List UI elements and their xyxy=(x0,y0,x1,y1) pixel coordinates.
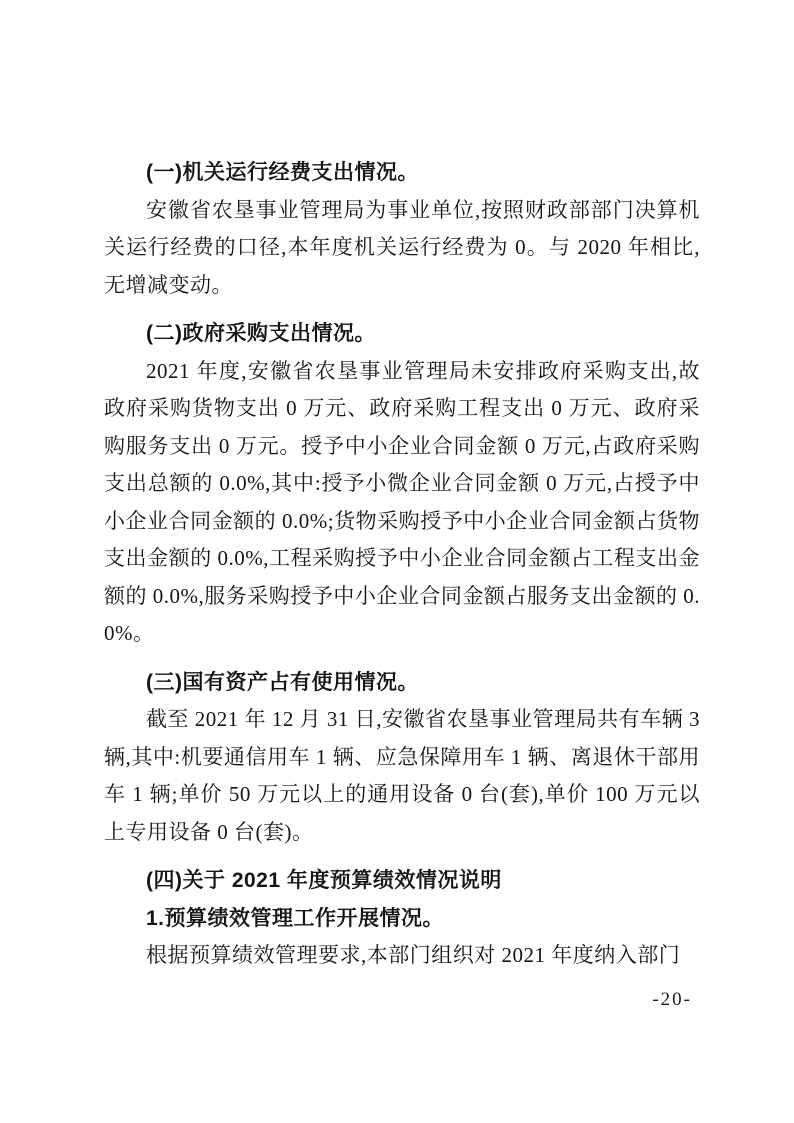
subheading-performance-management: 1.预算绩效管理工作开展情况。 xyxy=(146,906,445,930)
section-heading-state-owned-assets: (三)国有资产占有使用情况。 xyxy=(146,670,419,694)
paragraph-government-procurement: 2021 年度,安徽省农垦事业管理局未安排政府采购支出,故政府采购货物支出 0 万元、政府采购工程支出 0 万元、政府采购服务支出 0 万元。授予中小企业合同金额 0 万元,占政府采购支出总额的 0.0%,其中:授予小微企业合同金额 0 万元,占授予中小企业合同金额的 0.0%;货物采购授予中小企业合同金额占货物支出金额的 0.0%,工程采购授予中小企业合同金额占工程支出金额的 0.0%,服务采购授予中小企业合同金额占服务支出金额的 0.0%。 xyxy=(104,358,700,645)
section-heading-government-procurement: (二)政府采购支出情况。 xyxy=(146,322,376,345)
section-heading-budget-performance: (四)关于 2021 年度预算绩效情况说明 xyxy=(146,869,502,892)
section-heading-organ-operating-expense: (一)机关运行经费支出情况。 xyxy=(146,161,419,184)
paragraph-organ-operating-expense: 安徽省农垦事业管理局为事业单位,按照财政部部门决算机关运行经费的口径,本年度机关运行经费为 0。与 2020 年相比,无增减变动。 xyxy=(104,197,700,297)
page-number: -20- xyxy=(652,989,692,1010)
document-content xyxy=(104,143,700,975)
paragraph-state-owned-assets: 截至 2021 年 12 月 31 日,安徽省农垦事业管理局共有车辆 3 辆,其中:机要通信用车 1 辆、应急保障用车 1 辆、离退休干部用车 1 辆;单价 50 万元以上的通用设备 0 台(套),单价 100 万元以上专用设备 0 台(套)。 xyxy=(104,707,700,844)
paragraph-performance-management: 根据预算绩效管理要求,本部门组织对 2021 年度纳入部门 xyxy=(146,943,681,967)
